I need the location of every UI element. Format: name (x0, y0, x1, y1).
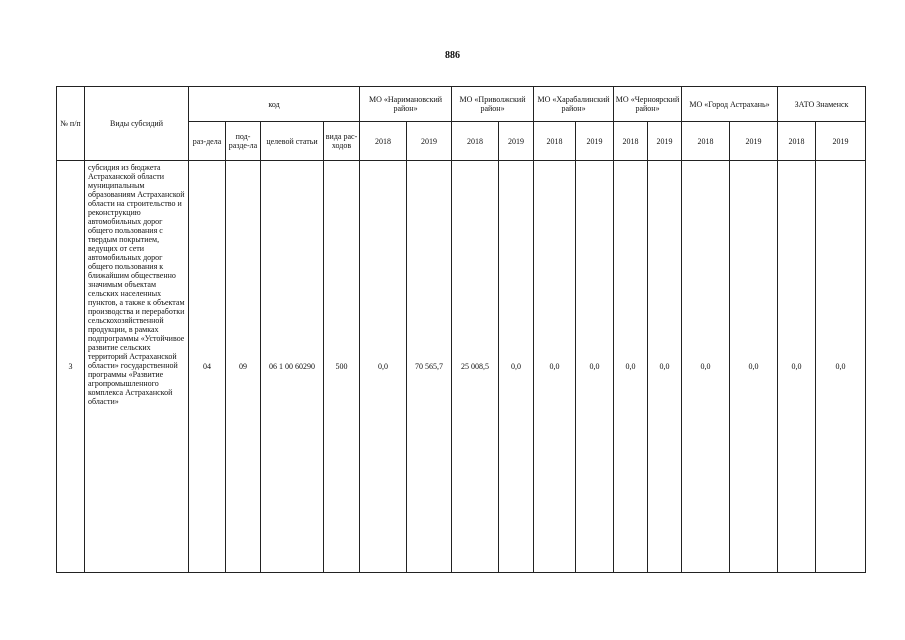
header-year: 2018 (534, 122, 576, 161)
row-value: 0,0 (614, 161, 648, 573)
header-mo-kharabali: МО «Харабалинский район» (534, 87, 614, 122)
row-value: 0,0 (682, 161, 730, 573)
header-mo-narimanov: МО «Наримановский район» (360, 87, 452, 122)
header-statya: целевой статьи (261, 122, 324, 161)
row-statya: 06 1 00 60290 (261, 161, 324, 573)
table-row (57, 161, 866, 573)
row-value: 0,0 (648, 161, 682, 573)
subsidy-table (56, 86, 866, 573)
header-mo-astrakhan: МО «Город Астрахань» (682, 87, 778, 122)
row-vid: 500 (324, 161, 360, 573)
header-vid: вида рас-ходов (324, 122, 360, 161)
row-value: 0,0 (816, 161, 866, 573)
header-podrazdel: под-разде-ла (226, 122, 261, 161)
header-year: 2019 (730, 122, 778, 161)
header-mo-chernoyar: МО «Черноярский район» (614, 87, 682, 122)
header-year: 2018 (614, 122, 648, 161)
row-value: 0,0 (576, 161, 614, 573)
row-value: 70 565,7 (407, 161, 452, 573)
header-year: 2019 (407, 122, 452, 161)
header-year: 2019 (499, 122, 534, 161)
header-zato-znamensk: ЗАТО Знаменск (778, 87, 866, 122)
row-value: 0,0 (360, 161, 407, 573)
header-razdel: раз-дела (189, 122, 226, 161)
row-value: 0,0 (499, 161, 534, 573)
row-value: 0,0 (534, 161, 576, 573)
header-year: 2019 (648, 122, 682, 161)
row-value: 25 008,5 (452, 161, 499, 573)
row-value: 0,0 (730, 161, 778, 573)
row-description: субсидия из бюджета Астраханской области муниципальным образованиям Астраханской области на строительство и реконструкцию автомобильных дорог общего пользования с твердым покрытием, ведущих от сети автомобильных дорог общего пользования к ближайшим общественно значимым объектам сельских населенных пунктов, а также к объектам производства и переработки сельскохозяйственной продукции, в рамках подпрограммы «Устойчивое развитие сельских территорий Астраханской области» государственной программы «Развитие агропромышленного комплекса Астраханской области» (85, 161, 189, 573)
header-num: № п/п (57, 87, 85, 161)
header-year: 2019 (816, 122, 866, 161)
header-code: код (189, 87, 360, 122)
header-year: 2018 (452, 122, 499, 161)
header-types: Виды субсидий (85, 87, 189, 161)
header-year: 2019 (576, 122, 614, 161)
page-number: 886 (445, 50, 460, 61)
header-year: 2018 (360, 122, 407, 161)
header-year: 2018 (778, 122, 816, 161)
header-year: 2018 (682, 122, 730, 161)
header-mo-privolzh: МО «Приволжский район» (452, 87, 534, 122)
row-num: 3 (57, 161, 85, 573)
row-podrazdel: 09 (226, 161, 261, 573)
row-razdel: 04 (189, 161, 226, 573)
row-value: 0,0 (778, 161, 816, 573)
